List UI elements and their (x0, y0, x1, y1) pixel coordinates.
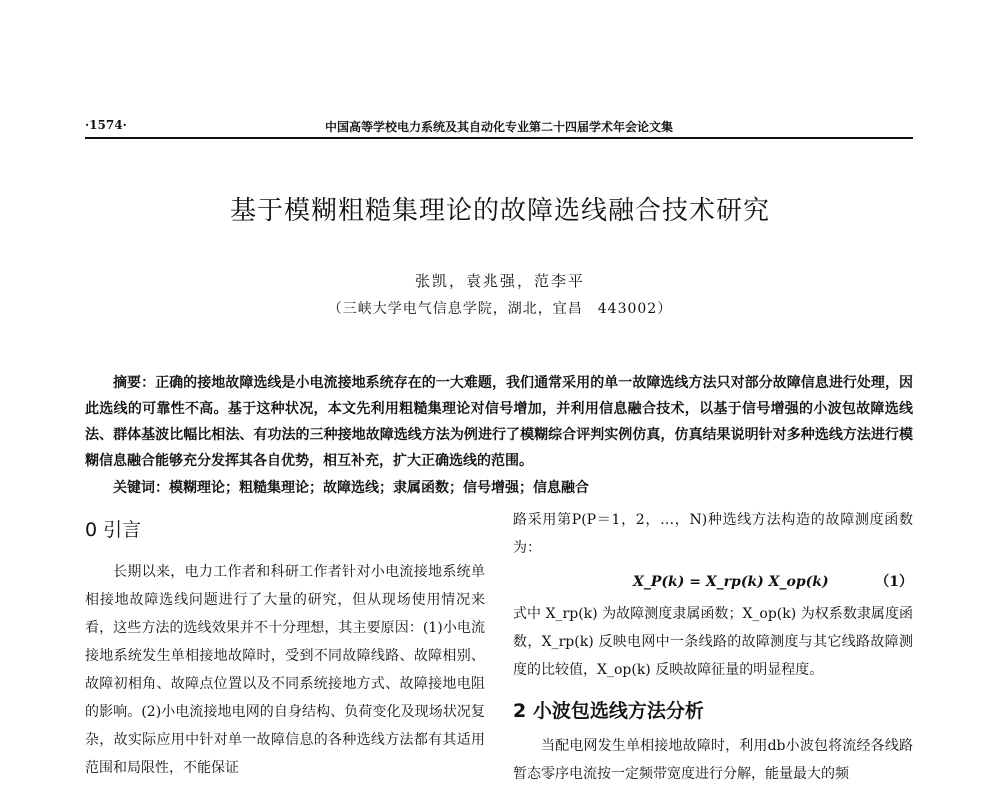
header-rule (85, 137, 913, 139)
right-column (513, 506, 913, 788)
abstract-text: 正确的接地故障选线是小电流接地系统存在的一大难题，我们通常采用的单一故障选线方法只对部分故障信息进行处理，因此选线的可靠性不高。基于这种状况，本文先利用粗糙集理论对信号增加，并利用信息融合技术，以基于信号增强的小波包故障选线法、群体基波比幅比相法、有功法的三种接地故障选线方法为例进行了模糊综合评判实例仿真，仿真结果说明针对多种选线方法进行模糊信息融合能够充分发挥其各自优势，相互补充，扩大正确选线的范围。 (85, 375, 913, 469)
section-0-paragraph: 长期以来，电力工作者和科研工作者针对小电流接地系统单相接地故障选线问题进行了大量的研究，但从现场使用情况来看，这些方法的选线效果并不十分理想，其主要原因：(1)小电流接地系统发生单相接地故障时，受到不同故障线路、故障相别、故障初相角、故障点位置以及不同系统接地方式、故障接地电阻的影响。(2)小电流接地电网的自身结构、负荷变化及现场状况复杂，故实际应用中针对单一故障信息的各种选线方法都有其适用范围和局限性，不能保证 (85, 564, 485, 776)
affiliation: （三峡大学电气信息学院，湖北，宜昌 443002） (327, 301, 673, 317)
page-number: ·1574· (85, 118, 127, 132)
section-2-heading: 2 小波包选线方法分析 (513, 700, 704, 722)
keywords-label: 关键词： (113, 480, 169, 496)
journal-title: 中国高等学校电力系统及其自动化专业第二十四届学术年会论文集 (324, 120, 673, 134)
equation-expression: X_P(k) = X_rp(k) X_op(k) (633, 574, 829, 590)
equation-number: （1） (875, 574, 913, 590)
left-column (85, 506, 485, 782)
authors: 张凯，袁兆强，范李平 (414, 272, 585, 290)
equation-1 (513, 564, 913, 600)
abstract (85, 370, 913, 474)
paper-title: 基于模糊粗糙集理论的故障选线融合技术研究 (229, 196, 770, 226)
keywords (85, 475, 913, 501)
section-2-paragraph: 当配电网发生单相接地故障时，利用db小波包将流经各线路暂态零序电流按一定频带宽度进行分解，能量最大的频 (513, 738, 913, 782)
formula-intro: 路采用第P(P＝1，2，…，N)种选线方法构造的故障测度函数为： (513, 512, 913, 556)
section-0-heading: 0 引言 (85, 519, 142, 541)
keywords-text: 模糊理论；粗糙集理论；故障选线；隶属函数；信号增强；信息融合 (169, 480, 589, 496)
running-header (85, 118, 913, 136)
abstract-label: 摘要： (113, 375, 156, 391)
formula-explanation: 式中 X_rp(k) 为故障测度隶属函数；X_op(k) 为权系数隶属度函数，X_rp(k) 反映电网中一条线路的故障测度与其它线路故障测度的比较值，X_op(k) 反映故障征量的明显程度。 (513, 606, 913, 678)
